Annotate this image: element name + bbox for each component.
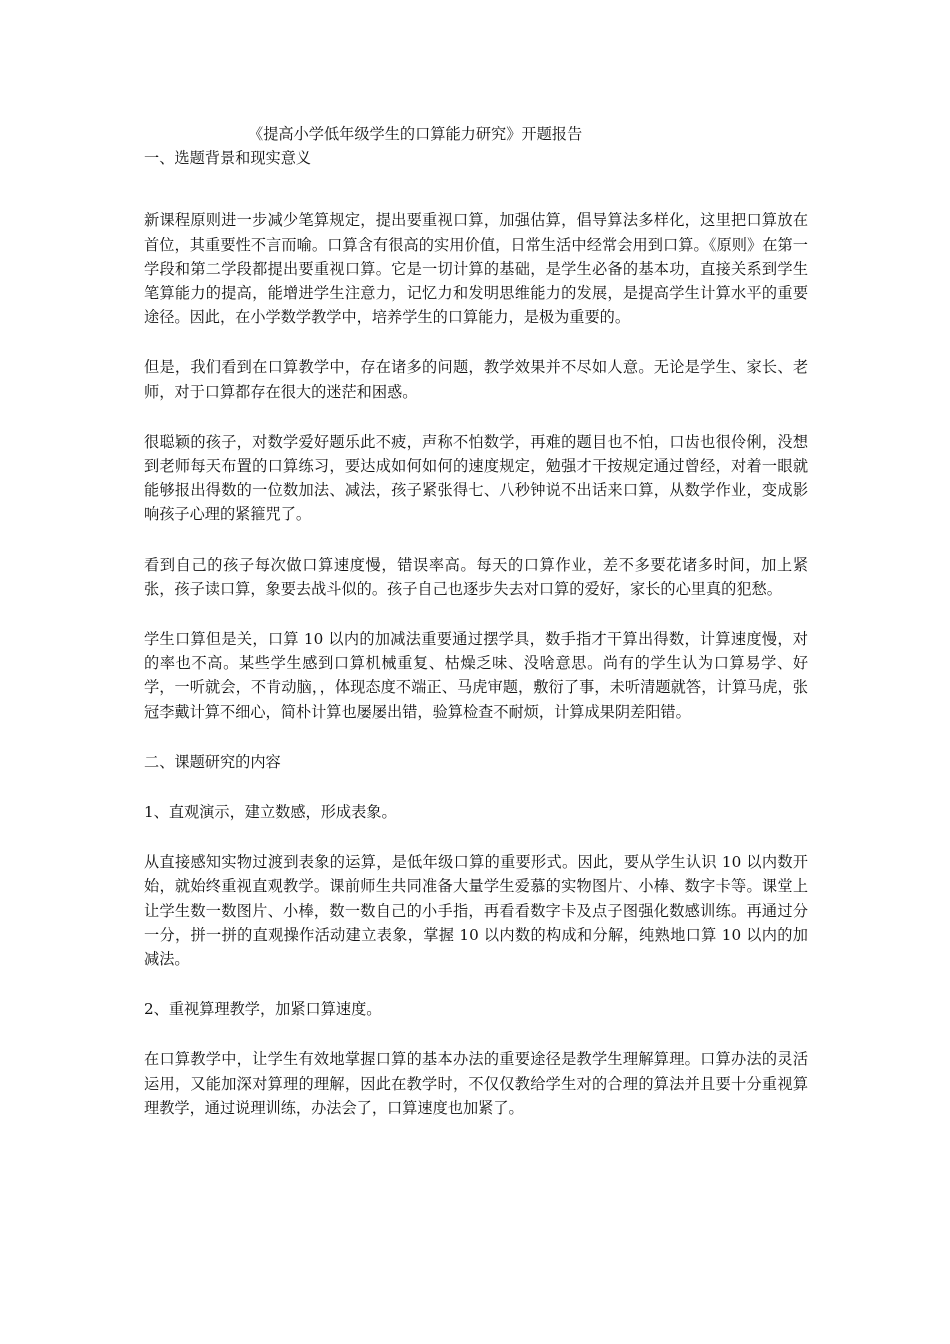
document-body [144,122,808,1120]
paragraph-parents: 看到自己的孩子每次做口算速度慢，错误率高。每天的口算作业，差不多要花诸多时间，加上紧张，孩子读口算，象要去战斗似的。孩子自己也逐步失去对口算的爱好，家长的心里真的犯愁。 [144,555,808,598]
paragraph-curriculum: 新课程原则进一步减少笔算规定，提出要重视口算，加强估算，倡导算法多样化，这里把口算放在首位，其重要性不言而喻。口算含有很高的实用价值，日常生活中经常会用到口算。《原则》在第一学段和第二学段都提出要重视口算。它是一切计算的基础，是学生必备的基本功，直接关系到学生笔算能力的提高，能增进学生注意力，记忆力和发明思维能力的发展，是提高学生计算水平的重要途径。因此，在小学数学教学中，培养学生的口算能力，是极为重要的。 [144,211,808,327]
paragraph-item-1: 从直接感知实物过渡到表象的运算，是低年级口算的重要形式。因此，要从学生认识 10 以内数开始，就始终重视直观教学。课前师生共同准备大量学生爱慕的实物图片、小棒、数字卡等。课堂上让学生数一数图片、小棒，数一数自己的小手指，再看看数字卡及点子图强化数感训练。再通过分一分，拼一拼的直观操作活动建立表象，掌握 10 以内数的构成和分解，纯熟地口算 10 以内的加减法。 [144,853,808,969]
section-heading-content: 二、课题研究的内容 [144,752,281,771]
paragraph-item-2: 在口算教学中，让学生有效地掌握口算的基本办法的重要途径是教学生理解算理。口算办法的灵活运用，又能加深对算理的理解，因此在教学时，不仅仅教给学生对的合理的算法并且要十分重视算理教学，通过说理训练，办法会了，口算速度也加紧了。 [144,1050,808,1117]
paragraph-problems: 但是，我们看到在口算教学中，存在诸多的问题，教学效果并不尽如人意。无论是学生、家长、老师，对于口算都存在很大的迷茫和困惑。 [144,358,808,401]
paragraph-clever-child: 很聪颖的孩子，对数学爱好题乐此不疲，声称不怕数学，再难的题目也不怕，口齿也很伶俐，没想到老师每天布置的口算练习，要达成如何如何的速度规定，勉强才干按规定通过曾经，对着一眼就能够报出得数的一位数加法、减法，孩子紧张得七、八秒钟说不出话来口算，从数学作业，变成影响孩子心理的紧箍咒了。 [144,432,808,524]
item-heading-2: 2、重视算理教学，加紧口算速度。 [144,1000,382,1019]
item-heading-1: 1、直观演示，建立数感，形成表象。 [144,803,397,822]
paragraph-student-issues: 学生口算但是关，口算 10 以内的加减法重要通过摆学具，数手指才干算出得数，计算速度慢，对的率也不高。某些学生感到口算机械重复、枯燥乏味、没啥意思。尚有的学生认为口算易学、好学，一听就会，不肯动脑，，体现态度不端正、马虎审题，敷衍了事，未听清题就答，计算马虎，张冠李戴计算不细心，简朴计算也屡屡出错，验算检查不耐烦，计算成果阴差阳错。 [144,630,808,721]
document-title: 《提高小学低年级学生的口算能力研究》开题报告 [248,125,583,143]
section-heading-background: 一、选题背景和现实意义 [144,149,312,168]
